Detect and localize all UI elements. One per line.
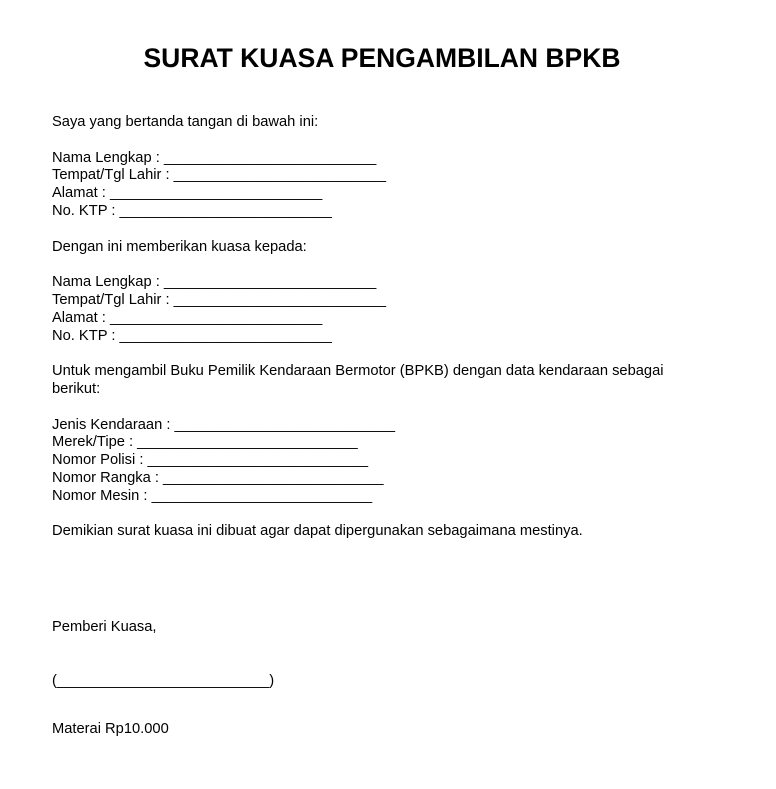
vehicle-field-nomor-mesin: Nomor Mesin : ___________________________	[52, 487, 373, 504]
grantor-field-no-ktp: No. KTP : __________________________	[52, 202, 332, 219]
grantor-field-tempat-tgl-lahir: Tempat/Tgl Lahir : __________________________	[52, 167, 387, 184]
grantee-field-tempat-tgl-lahir: Tempat/Tgl Lahir : __________________________	[52, 291, 387, 308]
vehicle-field-nomor-polisi: Nomor Polisi : ___________________________	[52, 452, 369, 469]
closing-statement: Demikian surat kuasa ini dibuat agar dapat dipergunakan sebagaimana mestinya.	[52, 523, 583, 540]
grantor-field-alamat: Alamat : __________________________	[52, 185, 323, 202]
grantee-intro: Dengan ini memberikan kuasa kepada:	[52, 238, 307, 255]
signatory-role-label: Pemberi Kuasa,	[52, 618, 157, 635]
grantee-field-nama-lengkap: Nama Lengkap : __________________________	[52, 274, 377, 291]
document-content	[52, 45, 712, 739]
vehicle-intro: Untuk mengambil Buku Pemilik Kendaraan Bermotor (BPKB) dengan data kendaraan sebagai berikut:	[52, 363, 664, 397]
grantee-field-alamat: Alamat : __________________________	[52, 309, 323, 326]
vehicle-field-merek-tipe: Merek/Tipe : ___________________________	[52, 434, 358, 451]
grantor-intro: Saya yang bertanda tangan di bawah ini:	[52, 114, 319, 130]
grantee-field-no-ktp: No. KTP : __________________________	[52, 327, 332, 344]
stamp-duty-note: Materai Rp10.000	[52, 720, 169, 737]
grantor-fields	[52, 150, 712, 221]
signature-name-line: (__________________________)	[52, 672, 275, 689]
grantee-fields	[52, 274, 712, 345]
page-title: SURAT KUASA PENGAMBILAN BPKB	[143, 43, 621, 73]
vehicle-field-nomor-rangka: Nomor Rangka : ___________________________	[52, 469, 384, 486]
vehicle-field-jenis-kendaraan: Jenis Kendaraan : ___________________________	[52, 416, 396, 433]
vehicle-fields	[52, 417, 712, 506]
grantor-field-nama-lengkap: Nama Lengkap : __________________________	[52, 149, 377, 166]
